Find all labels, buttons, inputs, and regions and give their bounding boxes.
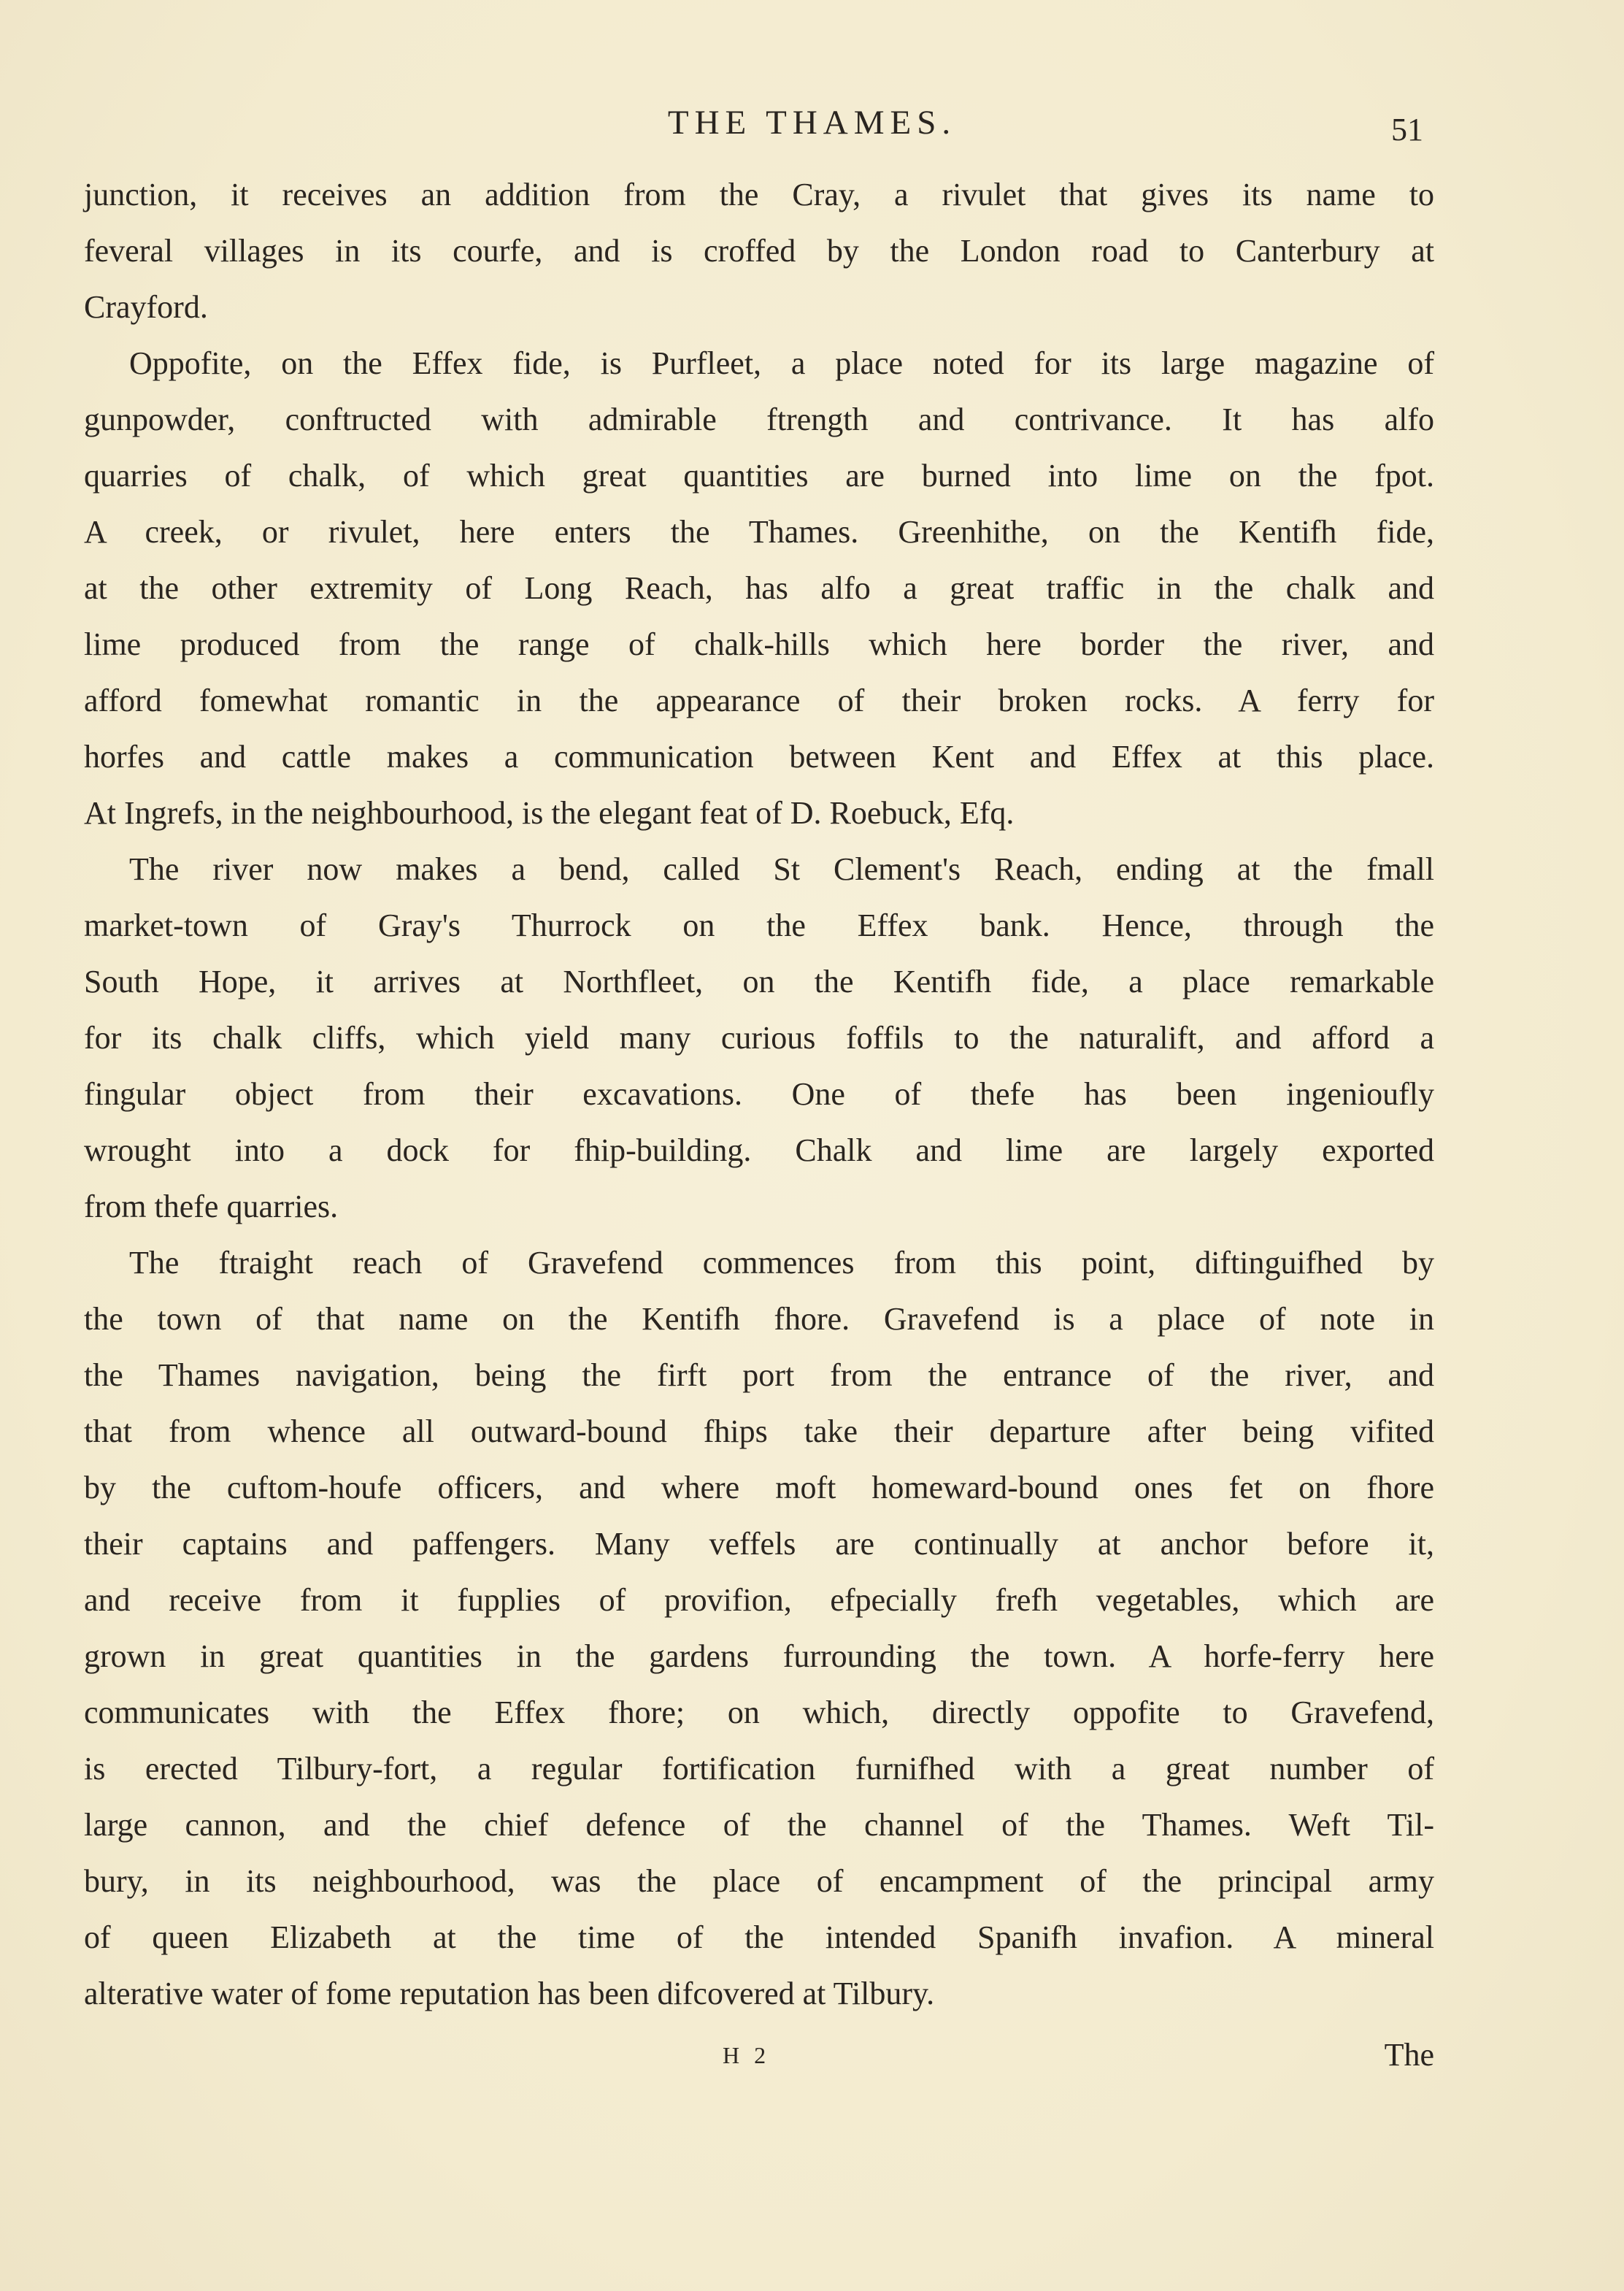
text-line: that from whence all outward-bound fhips take their departure after being vifited: [84, 1413, 1434, 1449]
text-line: fingular object from their excavations. One of thefe has been ingenioufly: [84, 1076, 1434, 1112]
text-line: grown in great quantities in the gardens furrounding the town. A horfe-ferry here: [84, 1638, 1434, 1674]
text-line: wrought into a dock for fhip-building. Chalk and lime are largely exported: [84, 1132, 1434, 1168]
body-text: [84, 166, 1434, 2022]
running-title: THE THAMES.: [667, 104, 957, 142]
page-number: 51: [1391, 112, 1423, 147]
text-line: communicates with the Effex fhore; on which, directly oppofite to Gravefend,: [84, 1695, 1434, 1730]
text-line: alterative water of fome reputation has been difcovered at Tilbury.: [84, 1976, 935, 2011]
text-line: market-town of Gray's Thurrock on the Effex bank. Hence, through the: [84, 907, 1434, 943]
text-line: The river now makes a bend, called St Clement's Reach, ending at the fmall: [129, 851, 1434, 887]
page-footer: [84, 2030, 1434, 2081]
text-line: junction, it receives an addition from the Cray, a rivulet that gives its name to: [84, 177, 1434, 212]
text-line: by the cuftom-houfe officers, and where moft homeward-bound ones fet on fhore: [84, 1470, 1434, 1505]
text-line: for its chalk cliffs, which yield many curious foffils to the naturalift, and afford a: [84, 1020, 1434, 1056]
text-line: Crayford.: [84, 289, 208, 325]
text-line: gunpowder, conftructed with admirable ftrength and contrivance. It has alfo: [84, 402, 1434, 437]
text-line: At Ingrefs, in the neighbourhood, is the elegant feat of D. Roebuck, Efq.: [84, 795, 1015, 831]
text-line: The ftraight reach of Gravefend commences from this point, diftinguifhed by: [129, 1245, 1434, 1281]
text-line: A creek, or rivulet, here enters the Thames. Greenhithe, on the Kentifh fide,: [84, 514, 1434, 550]
text-line: lime produced from the range of chalk-hills which here border the river, and: [84, 626, 1434, 662]
text-line: feveral villages in its courfe, and is croffed by the London road to Canterbury at: [84, 233, 1434, 269]
text-line: large cannon, and the chief defence of the channel of the Thames. Weft Til-: [84, 1807, 1434, 1843]
text-line: is erected Tilbury-fort, a regular fortification furnifhed with a great number of: [84, 1751, 1434, 1787]
text-line: afford fomewhat romantic in the appearance of their broken rocks. A ferry for: [84, 683, 1434, 718]
text-line: bury, in its neighbourhood, was the place of encampment of the principal army: [84, 1863, 1434, 1899]
text-line: quarries of chalk, of which great quantities are burned into lime on the fpot.: [84, 458, 1434, 494]
text-line: and receive from it fupplies of provifion, efpecially frefh vegetables, which are: [84, 1582, 1434, 1618]
text-line: South Hope, it arrives at Northfleet, on the Kentifh fide, a place remarkable: [84, 964, 1434, 999]
text-line: the Thames navigation, being the firft port from the entrance of the river, and: [84, 1357, 1434, 1393]
text-line: of queen Elizabeth at the time of the intended Spanifh invafion. A mineral: [84, 1919, 1434, 1955]
catchword: The: [1384, 2037, 1434, 2073]
text-line: horfes and cattle makes a communication between Kent and Effex at this place.: [84, 739, 1434, 775]
signature-mark: H 2: [723, 2042, 771, 2068]
text-line: their captains and paffengers. Many veffels are continually at anchor before it,: [84, 1526, 1434, 1562]
text-line: at the other extremity of Long Reach, has alfo a great traffic in the chalk and: [84, 570, 1434, 606]
text-line: Oppofite, on the Effex fide, is Purfleet, a place noted for its large magazine of: [129, 345, 1434, 381]
text-line: from thefe quarries.: [84, 1189, 339, 1224]
text-line: the town of that name on the Kentifh fhore. Gravefend is a place of note in: [84, 1301, 1434, 1337]
